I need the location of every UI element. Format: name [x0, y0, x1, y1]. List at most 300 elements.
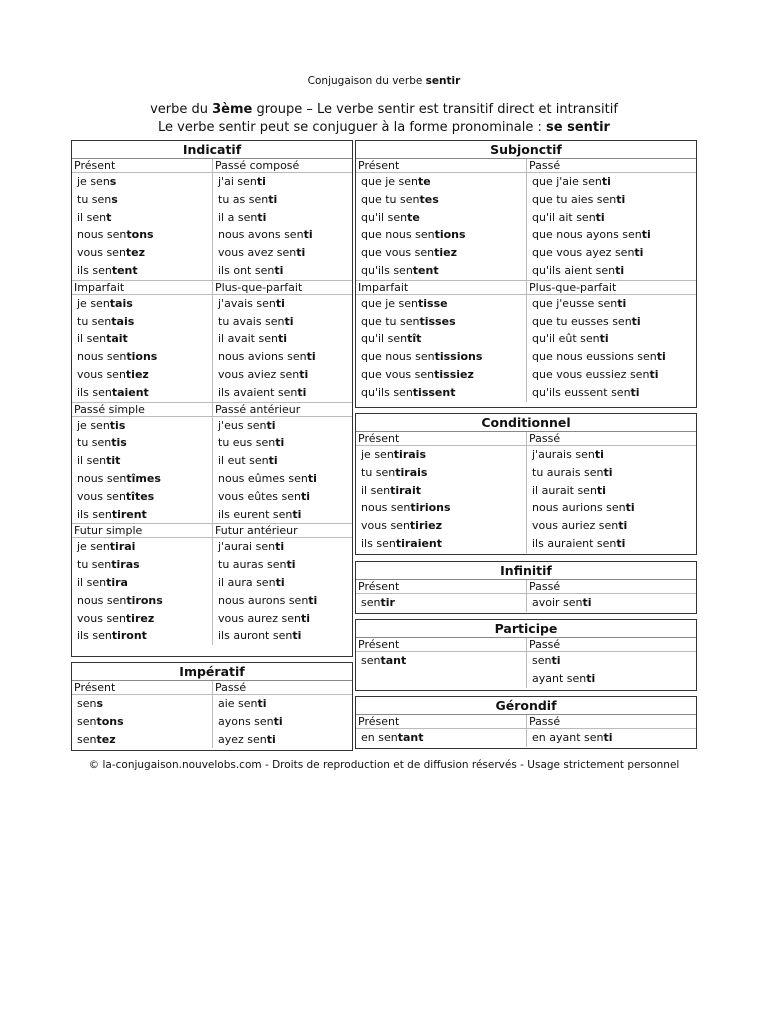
form-stem: ils sen	[77, 507, 112, 521]
form-stem: tu sen	[361, 465, 396, 479]
tense-label: Passé composé	[213, 159, 352, 173]
form-stem: tu sen	[77, 558, 112, 572]
tense-column	[526, 638, 696, 688]
tense-column	[72, 681, 212, 748]
conjugated-form	[213, 610, 352, 628]
tense-label: Passé	[527, 580, 696, 594]
conjugated-form	[356, 348, 526, 366]
form-ending: ti	[300, 611, 310, 625]
conjugated-form	[527, 594, 696, 612]
conjugated-form	[356, 313, 526, 331]
tense-column	[356, 159, 526, 280]
form-stem: avoir sen	[532, 596, 583, 609]
tense-label: Passé	[527, 638, 696, 652]
conjugated-form	[527, 209, 696, 227]
conjugated-form	[72, 348, 212, 366]
form-ending: tirait	[390, 483, 421, 497]
tense-column	[356, 638, 526, 688]
form-stem: vous eûtes sen	[218, 489, 301, 503]
form-ending: tions	[434, 228, 466, 242]
form-ending: ti	[268, 454, 278, 468]
conjugated-form	[213, 592, 352, 610]
tense-label: Passé	[213, 681, 352, 695]
conjugated-form	[72, 384, 212, 402]
conjugated-form	[213, 244, 352, 262]
form-ending: tent	[111, 263, 138, 277]
form-ending: tez	[96, 732, 116, 746]
form-ending: tant	[380, 654, 407, 667]
conjugated-form	[213, 313, 352, 331]
form-ending: tis	[109, 418, 126, 432]
form-stem: tu avais sen	[218, 314, 285, 328]
form-ending: ti	[596, 483, 606, 497]
form-ending: ti	[308, 593, 318, 607]
tense-group	[356, 638, 696, 688]
conjugated-form	[213, 434, 352, 452]
form-ending: ti	[641, 228, 651, 242]
form-ending: ti	[615, 263, 625, 277]
tense-column	[72, 281, 212, 402]
form-ending: s	[96, 697, 104, 710]
form-ending: ti	[649, 367, 659, 381]
form-stem: qu'ils sen	[361, 385, 413, 399]
conjugated-form	[72, 538, 212, 556]
form-ending: tirai	[109, 540, 136, 554]
form-stem: qu'ils eussent sen	[532, 385, 631, 399]
form-ending: te	[418, 175, 431, 188]
tense-column	[72, 524, 212, 645]
tense-group	[72, 524, 352, 645]
conjugated-form	[213, 488, 352, 506]
form-stem: sen	[77, 732, 97, 746]
form-stem: sen	[532, 654, 552, 667]
form-stem: il a sen	[218, 210, 258, 224]
conjugated-form	[72, 417, 212, 435]
form-ending: tît	[407, 332, 422, 346]
form-ending: ti	[618, 519, 628, 533]
section-subjonctif	[355, 140, 697, 408]
conjugated-form	[72, 488, 212, 506]
form-stem: nous sen	[361, 501, 411, 515]
form-stem: que tu sen	[361, 314, 420, 328]
conjugated-form	[356, 594, 526, 612]
conjugated-form	[72, 191, 212, 209]
tense-group	[356, 159, 696, 281]
conjugated-form	[213, 452, 352, 470]
conjugated-form	[527, 517, 696, 535]
form-stem: ils avaient sen	[218, 385, 298, 399]
tense-label: Présent	[356, 159, 526, 173]
conjugated-form	[72, 695, 212, 713]
conjugated-form	[527, 226, 696, 244]
form-stem: j'aurais sen	[532, 448, 595, 461]
form-ending: ti	[616, 536, 626, 550]
form-ending: tir	[380, 596, 395, 609]
form-stem: je sen	[77, 540, 110, 554]
form-stem: sen	[77, 697, 97, 710]
conjugated-form	[213, 695, 352, 713]
conjugated-form	[356, 464, 526, 482]
form-ending: tirions	[410, 501, 451, 515]
form-stem: vous aurez sen	[218, 611, 301, 625]
form-stem: nous avons sen	[218, 228, 304, 242]
conjugated-form	[356, 173, 526, 191]
conjugated-form	[72, 366, 212, 384]
conjugated-form	[356, 295, 526, 313]
tense-label: Plus-que-parfait	[213, 281, 352, 295]
tense-column	[526, 580, 696, 612]
tense-group	[72, 281, 352, 403]
conjugated-form	[356, 652, 526, 670]
form-ending: ti	[551, 654, 561, 667]
form-stem: en sen	[361, 731, 398, 744]
form-stem: j'aurai sen	[218, 540, 276, 554]
form-ending: tisses	[419, 314, 456, 328]
form-stem: vous aviez sen	[218, 367, 300, 381]
form-ending: ti	[603, 465, 613, 479]
form-ending: tîtes	[125, 489, 155, 503]
form-ending: ti	[286, 558, 296, 572]
form-ending: ti	[307, 471, 317, 485]
form-stem: sen	[77, 714, 97, 728]
form-stem: que nous ayons sen	[532, 228, 642, 242]
conjugated-form	[356, 535, 526, 553]
conjugated-form	[213, 538, 352, 556]
conjugated-form	[527, 191, 696, 209]
conjugated-form	[213, 556, 352, 574]
tense-label: Futur antérieur	[213, 524, 352, 538]
conjugated-form	[72, 226, 212, 244]
form-stem: tu as sen	[218, 192, 269, 206]
conjugated-form	[213, 226, 352, 244]
form-stem: que nous sen	[361, 350, 435, 364]
form-stem: sen	[361, 596, 381, 609]
form-ending: tant	[397, 731, 424, 744]
form-ending: tiez	[434, 246, 458, 260]
form-stem: qu'il ait sen	[532, 210, 596, 224]
group-number: 3ème	[212, 102, 253, 117]
form-ending: ti	[292, 507, 302, 521]
form-ending: tions	[126, 350, 158, 364]
tense-label: Plus-que-parfait	[527, 281, 696, 295]
form-ending: tissions	[434, 350, 483, 364]
conjugated-form	[213, 627, 352, 645]
form-stem: nous eûmes sen	[218, 471, 308, 485]
form-ending: tais	[109, 296, 133, 310]
tense-label: Présent	[356, 432, 526, 446]
pronominal-form: se sentir	[546, 120, 610, 135]
conjugated-form	[527, 729, 696, 747]
form-ending: tirais	[393, 448, 426, 461]
conjugated-form	[72, 713, 212, 731]
tense-column	[212, 681, 352, 748]
form-ending: ti	[630, 385, 640, 399]
conjugated-form	[356, 244, 526, 262]
conjugated-form	[213, 173, 352, 191]
conjugated-form	[213, 366, 352, 384]
tense-label: Présent	[356, 580, 526, 594]
form-stem: vous sen	[77, 367, 126, 381]
form-ending: ti	[299, 367, 309, 381]
section-conditionnel	[355, 413, 697, 555]
form-stem: que tu eusses sen	[532, 314, 632, 328]
form-stem: ils sen	[77, 385, 112, 399]
conjugated-form	[213, 348, 352, 366]
form-stem: il aura sen	[218, 575, 276, 589]
form-ending: ti	[599, 332, 609, 346]
tense-label: Passé antérieur	[213, 403, 352, 417]
tense-column	[356, 281, 526, 402]
form-stem: ils ont sen	[218, 263, 275, 277]
form-stem: vous sen	[361, 519, 410, 533]
form-ending: tirent	[111, 507, 147, 521]
form-stem: je sen	[77, 296, 110, 310]
tense-label: Présent	[356, 715, 526, 729]
pronominal-line	[0, 120, 768, 135]
tense-column	[72, 403, 212, 524]
form-stem: vous sen	[77, 611, 126, 625]
form-stem: j'avais sen	[218, 296, 276, 310]
tense-label: Imparfait	[356, 281, 526, 295]
form-ending: ti	[275, 436, 285, 450]
form-stem: vous sen	[77, 489, 126, 503]
section-infinitif	[355, 561, 697, 614]
conjugated-form	[72, 574, 212, 592]
form-ending: ti	[266, 732, 276, 746]
conjugated-form	[213, 295, 352, 313]
form-stem: que vous sen	[361, 367, 435, 381]
form-stem: nous sen	[77, 593, 127, 607]
form-stem: nous aurons sen	[218, 593, 309, 607]
form-ending: tait	[106, 332, 128, 346]
verb-group-line	[0, 102, 768, 117]
form-ending: ti	[582, 596, 592, 609]
form-stem: nous aurions sen	[532, 501, 626, 515]
form-stem: que je sen	[361, 175, 419, 188]
tense-column	[526, 432, 696, 553]
form-stem: tu aurais sen	[532, 465, 604, 479]
form-ending: ti	[617, 296, 627, 310]
form-stem: qu'il sen	[361, 210, 408, 224]
form-ending: s	[111, 192, 118, 206]
conjugated-form	[213, 384, 352, 402]
conjugated-form	[527, 446, 696, 464]
form-stem: sen	[361, 654, 381, 667]
form-stem: en ayant sen	[532, 731, 604, 744]
conjugated-form	[527, 464, 696, 482]
conjugated-form	[527, 384, 696, 402]
conjugated-form	[356, 366, 526, 384]
conjugated-form	[213, 262, 352, 280]
form-ending: tais	[111, 314, 135, 328]
conjugated-form	[72, 295, 212, 313]
form-ending: ti	[277, 332, 287, 346]
conjugated-form	[356, 517, 526, 535]
form-ending: tiront	[111, 629, 147, 643]
title-verb: sentir	[425, 75, 461, 87]
tense-label: Passé	[527, 432, 696, 446]
tense-group	[356, 281, 696, 402]
form-stem: qu'il eût sen	[532, 332, 600, 346]
section-indicatif	[71, 140, 353, 657]
group-prefix: verbe du	[150, 102, 213, 117]
tense-column	[212, 403, 352, 524]
tense-column	[212, 159, 352, 280]
form-ending: ti	[274, 263, 284, 277]
conjugated-form	[72, 592, 212, 610]
form-ending: ti	[257, 697, 267, 710]
tense-column	[356, 580, 526, 612]
tense-column	[526, 715, 696, 747]
form-ending: ti	[292, 629, 302, 643]
form-stem: tu auras sen	[218, 558, 287, 572]
form-ending: tirons	[126, 593, 163, 607]
form-ending: ti	[303, 228, 313, 242]
conjugated-form	[527, 244, 696, 262]
form-ending: t	[106, 210, 112, 224]
form-stem: qu'ils sen	[361, 263, 413, 277]
form-ending: tirez	[125, 611, 155, 625]
form-stem: j'ai sen	[218, 175, 257, 188]
form-ending: ti	[595, 210, 605, 224]
form-stem: j'eus sen	[218, 418, 267, 432]
section-gerondif	[355, 696, 697, 749]
form-ending: ti	[656, 350, 666, 364]
pronominal-prefix: Le verbe sentir peut se conjuguer à la forme pronominale :	[158, 120, 546, 135]
form-stem: il sen	[361, 483, 391, 497]
form-stem: je sen	[361, 448, 394, 461]
form-ending: ti	[268, 192, 278, 206]
conjugated-form	[356, 499, 526, 517]
group-suffix: groupe – Le verbe sentir est transitif direct et intransitif	[252, 102, 618, 117]
tense-column	[72, 159, 212, 280]
conjugated-form	[356, 482, 526, 500]
tense-column	[212, 281, 352, 402]
conjugated-form	[356, 262, 526, 280]
form-stem: que vous eussiez sen	[532, 367, 650, 381]
form-ending: ti	[601, 175, 611, 188]
conjugated-form	[527, 313, 696, 331]
form-stem: il sen	[77, 210, 107, 224]
form-ending: ti	[266, 418, 276, 432]
tense-group	[72, 159, 352, 281]
conjugated-form	[213, 330, 352, 348]
form-stem: nous sen	[77, 228, 127, 242]
form-stem: nous sen	[77, 471, 127, 485]
form-stem: il sen	[77, 332, 107, 346]
conjugated-form	[527, 295, 696, 313]
form-ending: ti	[257, 210, 267, 224]
form-ending: ti	[275, 575, 285, 589]
tense-group	[356, 580, 696, 612]
conjugated-form	[72, 610, 212, 628]
conjugated-form	[213, 209, 352, 227]
tense-column	[212, 524, 352, 645]
form-stem: que nous eussions sen	[532, 350, 657, 364]
tense-group	[356, 432, 696, 553]
form-ending: ti	[275, 540, 285, 554]
conjugated-form	[356, 209, 526, 227]
form-stem: ayons sen	[218, 714, 274, 728]
conjugated-form	[72, 244, 212, 262]
tense-label: Passé	[527, 715, 696, 729]
form-stem: que tu aies sen	[532, 192, 617, 206]
form-stem: ils sen	[77, 263, 112, 277]
conjugated-form	[356, 729, 526, 747]
form-ending: tissiez	[434, 367, 474, 381]
form-stem: que j'eusse sen	[532, 296, 618, 310]
form-stem: que tu sen	[361, 192, 420, 206]
copyright-footer: © la-conjugaison.nouvelobs.com - Droits de reproduction et de diffusion réservés - Usage strictement personnel	[88, 759, 680, 771]
tense-group	[356, 715, 696, 747]
tense-column	[526, 159, 696, 280]
conjugated-form	[356, 384, 526, 402]
tense-column	[526, 281, 696, 402]
form-stem: tu sen	[77, 436, 112, 450]
tense-label: Passé simple	[72, 403, 212, 417]
conjugated-form	[72, 434, 212, 452]
form-stem: nous avions sen	[218, 350, 307, 364]
tense-label: Présent	[72, 681, 212, 695]
conjugated-form	[356, 446, 526, 464]
form-ending: tissent	[412, 385, 456, 399]
form-ending: tes	[419, 192, 439, 206]
form-stem: tu eus sen	[218, 436, 276, 450]
conjugated-form	[527, 652, 696, 670]
form-stem: vous auriez sen	[532, 519, 619, 533]
form-stem: tu sen	[77, 192, 112, 206]
form-ending: tons	[96, 714, 124, 728]
form-stem: qu'ils aient sen	[532, 263, 616, 277]
conjugated-form	[527, 499, 696, 517]
form-ending: ti	[306, 350, 316, 364]
conjugated-form	[72, 313, 212, 331]
form-stem: ils sen	[361, 536, 396, 550]
section-title: Infinitif	[356, 562, 696, 580]
conjugated-form	[527, 262, 696, 280]
conjugated-form	[527, 348, 696, 366]
conjugated-form	[356, 226, 526, 244]
section-title: Gérondif	[356, 697, 696, 715]
conjugated-form	[72, 209, 212, 227]
form-stem: nous sen	[77, 350, 127, 364]
title-prefix: Conjugaison du verbe	[307, 75, 426, 87]
form-ending: ti	[300, 489, 310, 503]
tense-label: Passé	[527, 159, 696, 173]
conjugated-form	[527, 173, 696, 191]
form-stem: je sen	[77, 418, 110, 432]
form-ending: ti	[275, 296, 285, 310]
form-ending: tisse	[418, 296, 448, 310]
conjugated-form	[213, 191, 352, 209]
section-participe	[355, 619, 697, 691]
conjugated-form	[356, 330, 526, 348]
form-stem: ayant sen	[532, 671, 587, 685]
conjugated-form	[72, 627, 212, 645]
form-stem: il avait sen	[218, 332, 278, 346]
form-stem: vous sen	[77, 246, 126, 260]
form-ending: tirais	[395, 465, 428, 479]
form-ending: ti	[631, 314, 641, 328]
tense-label: Présent	[72, 159, 212, 173]
section-title: Subjonctif	[356, 141, 696, 159]
form-stem: vous avez sen	[218, 246, 297, 260]
form-stem: qu'il sen	[361, 332, 408, 346]
form-stem: tu sen	[77, 314, 112, 328]
form-ending: ti	[594, 448, 604, 461]
form-ending: tez	[125, 246, 146, 260]
form-ending: tiras	[111, 558, 140, 572]
